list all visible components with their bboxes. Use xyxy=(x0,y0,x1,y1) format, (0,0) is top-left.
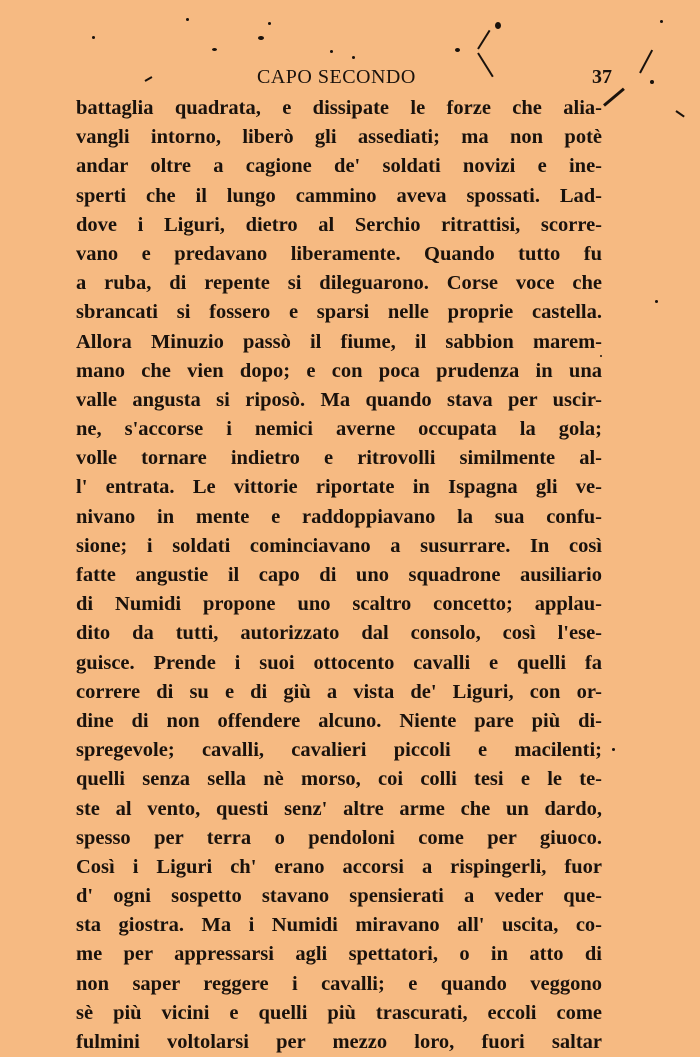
text-line: sperti che il lungo cammino aveva spossati. Lad- xyxy=(76,184,602,207)
text-line: Allora Minuzio passò il fiume, il sabbion marem- xyxy=(76,330,602,353)
text-line: spregevole; cavalli, cavalieri piccoli e macilenti; xyxy=(76,739,602,762)
text-line: volle tornare indietro e ritrovolli similmente al- xyxy=(76,447,602,470)
text-line: di Numidi propone uno scaltro concetto; applau- xyxy=(76,593,602,616)
text-line: Così i Liguri ch' erano accorsi a rispingerli, fuor xyxy=(76,855,602,878)
text-line: a ruba, di repente si dileguarono. Corse voce che xyxy=(76,272,602,295)
text-line: dove i Liguri, dietro al Serchio ritrattisi, scorre- xyxy=(76,213,602,236)
text-line: ste al vento, questi senz' altre arme che un dardo, xyxy=(76,797,602,820)
text-line: dito da tutti, autorizzato dal consolo, così l'ese- xyxy=(76,622,602,645)
text-line: d' ogni sospetto stavano spensierati a veder que- xyxy=(76,885,602,908)
text-line: vangli intorno, liberò gli assediati; ma non potè xyxy=(76,126,602,149)
text-line: ne, s'accorse i nemici averne occupata la gola; xyxy=(76,418,602,441)
ink-stroke xyxy=(675,110,684,117)
text-line: l' entrata. Le vittorie riportate in Ispagna gli ve- xyxy=(76,476,602,499)
running-head xyxy=(72,66,612,94)
text-line: dine di non offendere alcuno. Niente pare più di- xyxy=(76,709,602,732)
text-line: mano che vien dopo; e con poca prudenza in una xyxy=(76,359,602,382)
text-line: spesso per terra o pendoloni come per giuoco. xyxy=(76,826,602,849)
ink-stroke xyxy=(603,88,625,107)
ink-speck xyxy=(92,36,95,39)
text-line: battaglia quadrata, e dissipate le forze che alia- xyxy=(76,97,602,119)
text-line: me per appressarsi agli spettatori, o in atto di xyxy=(76,943,602,966)
ink-speck xyxy=(352,56,355,59)
ink-speck xyxy=(495,22,501,29)
text-line: sta giostra. Ma i Numidi miravano all' uscita, co- xyxy=(76,914,602,937)
ink-stroke xyxy=(639,50,653,74)
text-line: fulmini voltolarsi per mezzo loro, fuori saltar xyxy=(76,1031,602,1053)
ink-speck xyxy=(455,48,460,52)
text-line: fatte angustie il capo di uno squadrone ausiliario xyxy=(76,564,602,586)
text-line: andar oltre a cagione de' soldati novizi e ine- xyxy=(76,155,602,178)
ink-speck xyxy=(330,50,333,53)
chapter-title: CAPO SECONDO xyxy=(257,66,416,88)
text-line: quelli senza sella nè morso, coi colli tesi e le te- xyxy=(76,768,602,791)
text-line: valle angusta si riposò. Ma quando stava per uscir- xyxy=(76,388,602,411)
text-line: sè più vicini e quelli più trascurati, eccoli come xyxy=(76,1001,602,1024)
ink-speck xyxy=(186,18,189,21)
body-text xyxy=(76,94,602,1057)
ink-speck xyxy=(600,355,602,357)
page-number: 37 xyxy=(592,66,612,88)
text-line: correre di su e di giù a vista de' Liguri, con or- xyxy=(76,680,602,703)
ink-speck xyxy=(655,300,658,303)
ink-speck xyxy=(660,20,663,23)
ink-speck xyxy=(258,36,264,40)
ink-stroke xyxy=(477,30,490,50)
ink-speck xyxy=(212,48,217,51)
text-line: non saper reggere i cavalli; e quando veggono xyxy=(76,972,602,995)
ink-speck xyxy=(268,22,271,25)
text-line: guisce. Prende i suoi ottocento cavalli e quelli fa xyxy=(76,651,602,674)
ink-speck xyxy=(650,80,654,84)
text-line: sione; i soldati cominciavano a susurrare. In così xyxy=(76,534,602,557)
text-line: sbrancati si fossero e sparsi nelle proprie castella. xyxy=(76,301,602,324)
text-line: nivano in mente e raddoppiavano la sua confu- xyxy=(76,505,602,528)
ink-speck xyxy=(612,748,615,751)
text-line: vano e predavano liberamente. Quando tutto fu xyxy=(76,242,602,265)
